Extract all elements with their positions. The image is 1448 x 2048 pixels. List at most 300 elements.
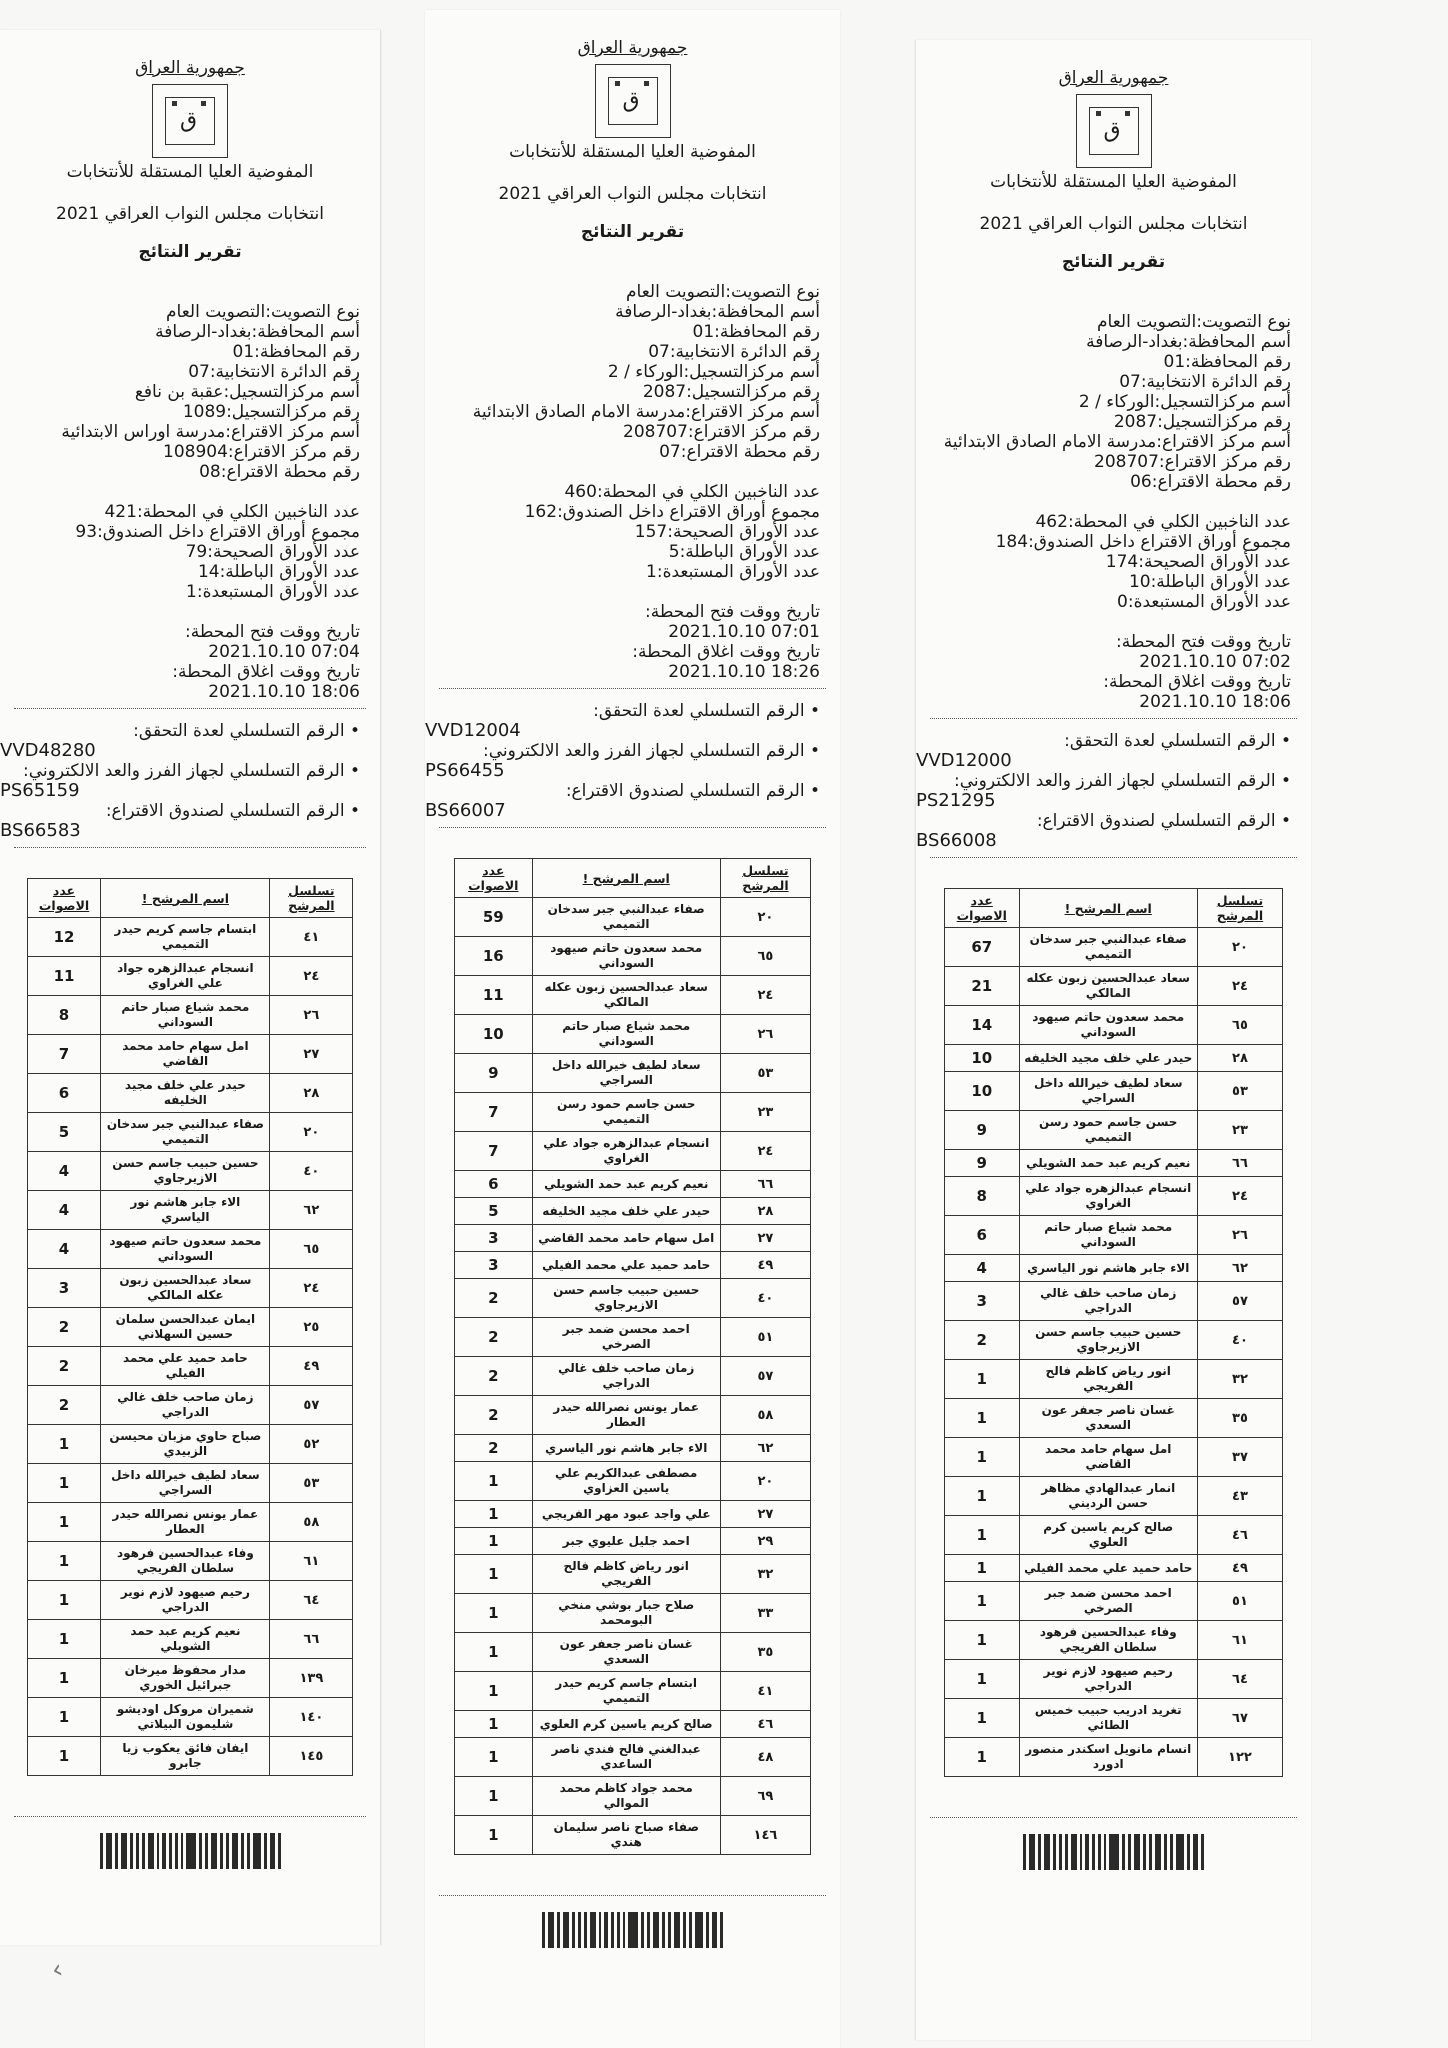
candidate-votes: 10 [455, 1015, 532, 1054]
table-row [944, 1555, 1283, 1582]
candidate-name: انسجام عبدالزهره جواد علي الغراوي [532, 1132, 720, 1171]
table-row [455, 1132, 811, 1171]
candidate-seq: ٢٨ [1197, 1045, 1283, 1072]
candidate-name: حسين حبيب جاسم حسن الازيرجاوي [1019, 1321, 1197, 1360]
candidate-votes: 1 [944, 1360, 1019, 1399]
table-row [944, 928, 1283, 967]
table-row [455, 1633, 811, 1672]
candidate-name: سعاد لطيف خيرالله داخل السراجي [101, 1464, 270, 1503]
table-row [944, 1738, 1283, 1777]
candidate-seq: ٦٢ [1197, 1255, 1283, 1282]
barcode-bar [647, 1912, 650, 1948]
table-row [455, 1555, 811, 1594]
candidate-name: شميران مروكل اوديشو شليمون البيلاتي [101, 1698, 270, 1737]
candidate-seq: ١٤٥ [270, 1737, 353, 1776]
candidate-votes: 1 [944, 1660, 1019, 1699]
table-row [27, 1425, 353, 1464]
candidate-name: صفاء عبدالنبي جبر سدخان التميمي [532, 898, 720, 937]
candidate-seq: ٢٤ [270, 957, 353, 996]
candidate-votes: 4 [27, 1152, 101, 1191]
divider [14, 1816, 366, 1817]
table-row [27, 1503, 353, 1542]
candidate-name: حيدر علي خلف مجيد الخليفه [532, 1198, 720, 1225]
table-row [455, 1594, 811, 1633]
open-time: 2021.10.10 07:01 [668, 622, 820, 642]
barcode-bar [264, 1833, 267, 1869]
candidate-seq: ٦١ [1197, 1621, 1283, 1660]
candidate-votes: 1 [455, 1501, 532, 1528]
total-voters: عدد الناخبين الكلي في المحطة:460 [564, 482, 820, 502]
barcode-bar [1164, 1834, 1167, 1870]
table-row [455, 898, 811, 937]
table-row [944, 1438, 1283, 1477]
table-row [27, 1113, 353, 1152]
candidate-votes: 2 [27, 1308, 101, 1347]
candidate-votes: 10 [944, 1072, 1019, 1111]
candidate-name: رحيم صيهود لازم نوير الدراجي [101, 1581, 270, 1620]
barcode-bar [604, 1912, 608, 1948]
candidate-name: تغريد ادريب حبيب خميس الطائي [1019, 1699, 1197, 1738]
barcode-bar [623, 1912, 625, 1948]
col-seq-header: تسلسل المرشح [720, 859, 810, 898]
ballots-in-box: مجموع أوراق الاقتراع داخل الصندوق:93 [75, 522, 360, 542]
vote-type: نوع التصويت:التصويت العام [1097, 312, 1291, 332]
col-name-header: اسم المرشح ! [532, 859, 720, 898]
pen-mark: ‹ [48, 1954, 67, 1986]
table-row [944, 1072, 1283, 1111]
candidate-votes: 59 [455, 898, 532, 937]
barcode-bar [1098, 1834, 1101, 1870]
table-header-row [455, 859, 811, 898]
vvd-serial-label: • الرقم التسلسلي لعدة التحقق: [593, 701, 820, 721]
table-row [455, 1279, 811, 1318]
barcode-bar [563, 1912, 569, 1948]
candidate-name: حسن جاسم حمود رسن التميمي [532, 1093, 720, 1132]
candidate-seq: ٣٥ [1197, 1399, 1283, 1438]
col-seq-header: تسلسل المرشح [270, 879, 353, 918]
polling-center-number: رقم مركز الاقتراع:208707 [623, 422, 820, 442]
table-row [944, 1216, 1283, 1255]
box-serial: BS66583 [0, 820, 81, 841]
candidate-seq: ٤٩ [720, 1252, 810, 1279]
station-number: رقم محطة الاقتراع:07 [659, 442, 820, 462]
candidate-seq: ٤٩ [1197, 1555, 1283, 1582]
barcode-bar [199, 1833, 202, 1869]
candidate-name: ابتسام جاسم كريم حيدر التميمي [532, 1672, 720, 1711]
candidate-name: غسان ناصر جعفر عون السعدي [532, 1633, 720, 1672]
barcode-bar [115, 1833, 118, 1869]
barcode-bar [241, 1833, 244, 1869]
table-row [27, 1074, 353, 1113]
col-name-header: اسم المرشح ! [101, 879, 270, 918]
close-time-label: تاريخ ووقت اغلاق المحطة: [1103, 672, 1291, 692]
barcode-bar [162, 1833, 166, 1869]
candidate-votes: 3 [455, 1225, 532, 1252]
candidate-votes: 1 [944, 1477, 1019, 1516]
table-row [944, 1111, 1283, 1150]
table-row [455, 937, 811, 976]
vvd-serial: VVD12004 [425, 720, 521, 741]
barcode-bar [1187, 1834, 1190, 1870]
candidate-seq: ٤٠ [720, 1279, 810, 1318]
commission-name: المفوضية العليا المستقلة للأنتخابات [66, 162, 314, 182]
barcode-bar [617, 1912, 620, 1948]
barcode-bar [1149, 1834, 1152, 1870]
governorate-name: أسم المحافظة:بغداد-الرصافة [1086, 332, 1291, 352]
candidate-votes: 9 [455, 1054, 532, 1093]
barcode-bar [590, 1912, 596, 1948]
serial-numbers [0, 721, 380, 841]
table-row [455, 1252, 811, 1279]
vvd-serial-label: • الرقم التسلسلي لعدة التحقق: [133, 721, 360, 741]
barcode-bar [169, 1833, 172, 1869]
excluded-ballots: عدد الأوراق المستبعدة:0 [1117, 592, 1291, 612]
candidate-name: حسن جاسم حمود رسن التميمي [1019, 1111, 1197, 1150]
candidate-votes: 1 [27, 1737, 101, 1776]
excluded-ballots: عدد الأوراق المستبعدة:1 [646, 562, 820, 582]
candidate-seq: ٥٣ [270, 1464, 353, 1503]
barcode-bar [220, 1833, 223, 1869]
candidate-seq: ٦٢ [720, 1435, 810, 1462]
barcode-bar [1080, 1834, 1082, 1870]
candidate-name: غسان ناصر جعفر عون السعدي [1019, 1399, 1197, 1438]
table-row [944, 1399, 1283, 1438]
table-row [455, 1357, 811, 1396]
candidate-name: نعيم كريم عبد حمد الشويلي [1019, 1150, 1197, 1177]
table-row [27, 1152, 353, 1191]
candidate-votes: 1 [455, 1738, 532, 1777]
registration-center-number: رقم مركزالتسجيل:2087 [642, 382, 820, 402]
candidate-votes: 1 [455, 1528, 532, 1555]
table-row [944, 1699, 1283, 1738]
table-row [944, 1255, 1283, 1282]
pcos-serial-label: • الرقم التسلسلي لجهاز الفرز والعد الالكتروني: [953, 771, 1291, 791]
candidate-votes: 1 [944, 1555, 1019, 1582]
table-row [944, 1660, 1283, 1699]
candidate-seq: ٤٨ [720, 1738, 810, 1777]
table-row [27, 1269, 353, 1308]
candidate-seq: ٢٦ [270, 996, 353, 1035]
republic-title: جمهورية العراق [135, 58, 245, 78]
barcode-bar [205, 1833, 208, 1869]
barcode-bar [175, 1833, 178, 1869]
candidate-name: سعاد عبدالحسين زبون عكله المالكي [101, 1269, 270, 1308]
election-title: انتخابات مجلس النواب العراقي 2021 [56, 204, 324, 224]
governorate-number: رقم المحافظة:01 [232, 342, 360, 362]
candidate-seq: ٦٤ [270, 1581, 353, 1620]
barcode-bar [706, 1912, 709, 1948]
candidate-votes: 9 [944, 1150, 1019, 1177]
candidate-name: انور رياض كاظم فالح الفريجي [1019, 1360, 1197, 1399]
vote-type: نوع التصويت:التصويت العام [166, 302, 360, 322]
candidate-seq: ٣٥ [720, 1633, 810, 1672]
candidate-votes: 1 [944, 1582, 1019, 1621]
candidate-votes: 1 [944, 1699, 1019, 1738]
station-info [0, 302, 380, 702]
pcos-serial-label: • الرقم التسلسلي لجهاز الفرز والعد الالكتروني: [22, 761, 360, 781]
candidate-votes: 1 [944, 1399, 1019, 1438]
candidate-votes: 1 [27, 1698, 101, 1737]
barcode-bar [121, 1833, 127, 1869]
barcode-bar [1193, 1834, 1198, 1870]
candidate-votes: 1 [455, 1633, 532, 1672]
candidate-seq: ٦٦ [270, 1620, 353, 1659]
ihec-logo-icon: ق [152, 84, 228, 158]
table-row [455, 1198, 811, 1225]
candidate-name: محمد شياع صبار حاتم السوداني [532, 1015, 720, 1054]
candidate-seq: ٢٠ [720, 898, 810, 937]
divider [439, 827, 826, 828]
vote-type: نوع التصويت:التصويت العام [626, 282, 820, 302]
barcode-bar [1044, 1834, 1050, 1870]
table-row [455, 976, 811, 1015]
table-row [944, 1477, 1283, 1516]
candidate-name: زمان صاحب خلف غالي الدراجي [1019, 1282, 1197, 1321]
barcode-bar [662, 1912, 665, 1948]
divider [14, 708, 366, 709]
republic-title: جمهورية العراق [1058, 68, 1169, 88]
candidate-seq: ٢٠ [1197, 928, 1283, 967]
pcos-serial: PS66455 [425, 760, 505, 781]
candidate-votes: 7 [455, 1132, 532, 1171]
candidate-votes: 1 [455, 1555, 532, 1594]
receipt-station-08 [0, 30, 381, 1945]
table-row [27, 957, 353, 996]
candidate-votes: 4 [944, 1255, 1019, 1282]
candidate-seq: ٣٢ [1197, 1360, 1283, 1399]
candidate-seq: ٢٨ [720, 1198, 810, 1225]
divider [930, 718, 1297, 719]
valid-ballots: عدد الأوراق الصحيحة:79 [185, 542, 360, 562]
barcode-bar [253, 1833, 261, 1869]
table-row [27, 1035, 353, 1074]
candidate-votes: 16 [455, 937, 532, 976]
barcode-bar [278, 1833, 281, 1869]
col-votes-header: عدد الاصوات [27, 879, 101, 918]
box-serial-label: • الرقم التسلسلي لصندوق الاقتراع: [565, 781, 820, 801]
candidate-name: انور رياض كاظم فالح الفريجي [532, 1555, 720, 1594]
candidate-seq: ٢٤ [720, 1132, 810, 1171]
col-seq-header: تسلسل المرشح [1197, 889, 1283, 928]
barcode-bar [599, 1912, 601, 1948]
table-row [455, 1171, 811, 1198]
table-row [27, 1581, 353, 1620]
invalid-ballots: عدد الأوراق الباطلة:5 [668, 542, 820, 562]
barcode-bar [1023, 1834, 1026, 1870]
candidate-name: الاء جابر هاشم نور الياسري [1019, 1255, 1197, 1282]
serial-numbers [425, 701, 840, 821]
registration-center-number: رقم مركزالتسجيل:2087 [1113, 412, 1291, 432]
district-number: رقم الدائرة الانتخابية:07 [648, 342, 820, 362]
candidate-votes: 6 [944, 1216, 1019, 1255]
candidate-votes: 1 [455, 1777, 532, 1816]
candidate-name: مدار محفوظ ميرخان جبرائيل الخوري [101, 1659, 270, 1698]
candidate-votes: 2 [455, 1279, 532, 1318]
candidate-seq: ٥٣ [1197, 1072, 1283, 1111]
candidate-seq: ٣٢ [720, 1555, 810, 1594]
candidate-name: صالح كريم ياسين كرم العلوي [532, 1711, 720, 1738]
ballots-in-box: مجموع أوراق الاقتراع داخل الصندوق:184 [995, 532, 1291, 552]
candidate-seq: ٢٤ [1197, 1177, 1283, 1216]
registration-center-name: أسم مركزالتسجيل:الوركاء / 2 [607, 362, 820, 382]
receipt-header [425, 38, 840, 242]
candidate-seq: ٦٢ [270, 1191, 353, 1230]
invalid-ballots: عدد الأوراق الباطلة:14 [197, 562, 360, 582]
barcode-bar [689, 1912, 692, 1948]
valid-ballots: عدد الأوراق الصحيحة:157 [634, 522, 820, 542]
table-header-row [944, 889, 1283, 928]
close-time-label: تاريخ ووقت اغلاق المحطة: [632, 642, 820, 662]
table-row [944, 1045, 1283, 1072]
candidate-seq: ٢٨ [270, 1074, 353, 1113]
report-title: تقرير النتائج [580, 222, 685, 242]
candidate-name: صفاء عبدالنبي جبر سدخان التميمي [1019, 928, 1197, 967]
candidate-seq: ٢٦ [720, 1015, 810, 1054]
candidate-votes: 1 [27, 1425, 101, 1464]
close-time: 2021.10.10 18:06 [1139, 692, 1291, 712]
barcode-bar [157, 1833, 159, 1869]
table-header-row [27, 879, 353, 918]
candidate-votes: 14 [944, 1006, 1019, 1045]
barcode-bar [100, 1833, 103, 1869]
candidate-votes: 1 [944, 1621, 1019, 1660]
table-row [455, 1711, 811, 1738]
candidate-name: انسجام عبدالزهره جواد علي الغراوي [101, 957, 270, 996]
ballots-in-box: مجموع أوراق الاقتراع داخل الصندوق:162 [524, 502, 820, 522]
col-votes-header: عدد الاصوات [455, 859, 532, 898]
col-votes-header: عدد الاصوات [944, 889, 1019, 928]
barcode-bar [542, 1912, 545, 1948]
receipt-station-06 [915, 40, 1311, 2040]
candidate-seq: ٥١ [720, 1318, 810, 1357]
table-row [944, 1360, 1283, 1399]
barcode-bar [1065, 1834, 1068, 1870]
commission-name: المفوضية العليا المستقلة للأنتخابات [509, 142, 756, 162]
table-row [27, 1347, 353, 1386]
table-row [27, 1308, 353, 1347]
barcode-bar [653, 1912, 659, 1948]
table-row [944, 1150, 1283, 1177]
barcode-bar [1104, 1834, 1106, 1870]
barcode-bar [1155, 1834, 1161, 1870]
barcode-bar [186, 1833, 196, 1869]
candidate-votes: 3 [455, 1252, 532, 1279]
table-row [944, 1516, 1283, 1555]
candidate-votes: 1 [455, 1816, 532, 1855]
candidate-votes: 1 [455, 1711, 532, 1738]
station-info [916, 312, 1311, 712]
barcode-icon [0, 1833, 380, 1869]
candidate-name: محمد سعدون حاتم صيهود السوداني [101, 1230, 270, 1269]
barcode-bar [232, 1833, 238, 1869]
station-number: رقم محطة الاقتراع:08 [199, 462, 360, 482]
table-row [27, 1659, 353, 1698]
candidate-votes: 2 [27, 1386, 101, 1425]
candidate-votes: 5 [455, 1198, 532, 1225]
barcode-bar [1201, 1834, 1204, 1870]
candidate-votes: 4 [27, 1191, 101, 1230]
candidate-name: حيدر علي خلف مجيد الخليفه [1019, 1045, 1197, 1072]
table-row [455, 1093, 811, 1132]
candidate-name: امل سهام حامد محمد القاضي [101, 1035, 270, 1074]
registration-center-number: رقم مركزالتسجيل:1089 [182, 402, 360, 422]
commission-name: المفوضية العليا المستقلة للأنتخابات [990, 172, 1237, 192]
candidate-votes: 1 [27, 1503, 101, 1542]
table-row [455, 1225, 811, 1252]
candidate-name: محمد شياع صبار حاتم السوداني [1019, 1216, 1197, 1255]
vvd-serial-label: • الرقم التسلسلي لعدة التحقق: [1064, 731, 1291, 751]
barcode-bar [1128, 1834, 1131, 1870]
candidate-seq: ٥٧ [720, 1357, 810, 1396]
candidate-votes: 1 [27, 1659, 101, 1698]
barcode-bar [247, 1833, 250, 1869]
candidate-seq: ٤٦ [720, 1711, 810, 1738]
table-row [455, 1435, 811, 1462]
open-time-label: تاريخ ووقت فتح المحطة: [645, 602, 820, 622]
candidate-seq: ٥٨ [270, 1503, 353, 1542]
governorate-number: رقم المحافظة:01 [692, 322, 820, 342]
candidate-votes: 1 [944, 1516, 1019, 1555]
barcode-bar [578, 1912, 581, 1948]
close-time-label: تاريخ ووقت اغلاق المحطة: [172, 662, 360, 682]
candidate-name: صفاء عبدالنبي جبر سدخان التميمي [101, 1113, 270, 1152]
candidate-name: حامد حميد علي محمد الفيلي [532, 1252, 720, 1279]
barcode-bar [712, 1912, 717, 1948]
barcode-bar [641, 1912, 644, 1948]
station-info [425, 282, 840, 682]
district-number: رقم الدائرة الانتخابية:07 [188, 362, 360, 382]
candidate-votes: 1 [27, 1581, 101, 1620]
candidate-votes: 2 [455, 1435, 532, 1462]
ihec-logo-icon: ق [595, 64, 671, 138]
barcode-bar [1053, 1834, 1056, 1870]
barcode-bar [683, 1912, 686, 1948]
table-row [27, 1542, 353, 1581]
candidate-seq: ٤٣ [1197, 1477, 1283, 1516]
candidate-seq: ٣٧ [1197, 1438, 1283, 1477]
election-title: انتخابات مجلس النواب العراقي 2021 [979, 214, 1248, 234]
candidate-name: محمد شياع صبار حاتم السوداني [101, 996, 270, 1035]
candidate-seq: ٢٦ [1197, 1216, 1283, 1255]
open-time: 2021.10.10 07:04 [208, 642, 360, 662]
results-table [27, 878, 354, 1776]
col-name-header: اسم المرشح ! [1019, 889, 1197, 928]
barcode-bar [1059, 1834, 1062, 1870]
open-time-label: تاريخ ووقت فتح المحطة: [185, 622, 360, 642]
candidate-seq: ٦٩ [720, 1777, 810, 1816]
divider [930, 857, 1297, 858]
candidate-seq: ٦٥ [270, 1230, 353, 1269]
candidate-seq: ٥٧ [1197, 1282, 1283, 1321]
candidate-name: علي واجد عبود مهر الفريجي [532, 1501, 720, 1528]
candidate-name: زمان صاحب خلف غالي الدراجي [101, 1386, 270, 1425]
candidate-name: احمد جليل عليوي جبر [532, 1528, 720, 1555]
candidate-votes: 67 [944, 928, 1019, 967]
open-time-label: تاريخ ووقت فتح المحطة: [1116, 632, 1291, 652]
table-row [944, 1006, 1283, 1045]
candidate-votes: 11 [455, 976, 532, 1015]
table-row [27, 1230, 353, 1269]
candidate-votes: 7 [455, 1093, 532, 1132]
candidate-seq: ٥٣ [720, 1054, 810, 1093]
candidate-seq: ٤٠ [1197, 1321, 1283, 1360]
candidate-name: امل سهام حامد محمد القاضي [532, 1225, 720, 1252]
governorate-name: أسم المحافظة:بغداد-الرصافة [615, 302, 820, 322]
polling-center-number: رقم مركز الاقتراع:208707 [1094, 452, 1291, 472]
candidate-name: احمد محسن ضمد جبر الصرخي [532, 1318, 720, 1357]
receipt-station-07 [425, 10, 840, 2048]
candidate-name: ايمان عبدالحسن سلمان حسين السهلاني [101, 1308, 270, 1347]
